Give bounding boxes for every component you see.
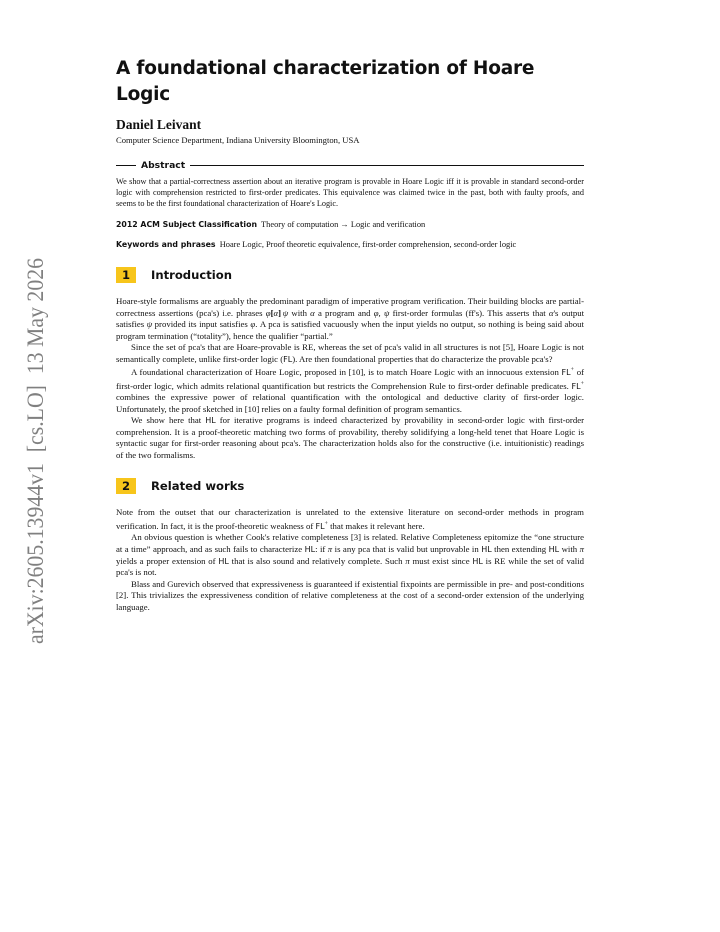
intro-paragraph-1: Hoare-style formalisms are arguably the predominant paradigm of imperative program verification. Their building blocks are partial-correctness assertions (pca's) i.e. phrases φ[α] ψ with α a program and φ, ψ first-order formulas (ff's). This asserts that α's output satisfies ψ provided its input satisfies φ. A pca is satisfied vacuously when the input yields no output, so nothing is being said about program termination (“totality”), hence the qualifier “partial.”: [116, 296, 584, 341]
arxiv-sidebar-svg: [14, 258, 52, 644]
introduction-body: [116, 296, 584, 461]
section-title-introduction: Introduction: [151, 268, 232, 283]
arxiv-identifier: arXiv:2605.13944v1 [cs.LO] 13 May 2026: [23, 258, 48, 644]
related-paragraph-2: An obvious question is whether Cook's relative completeness [3] is related. Relative Completeness epitomize the “one structure at a time” approach, and as such fails to characterize HL: if π is any pca that is valid but unprovable in HL then extending HL with π yields a proper extension of HL that is also sound and relatively complete. Such π must exist since HL is RE while the set of valid pca's is not.: [116, 532, 585, 578]
abstract-rule-left: [116, 165, 136, 166]
related-paragraph-3: Blass and Gurevich observed that expressiveness is guaranteed if existential fixpoints are permissible in pre- and post-conditions [2]. This trivializes the expressiveness condition of relative completeness at the cost of a second-order extension of the underlying language.: [116, 578, 584, 612]
arxiv-sidebar: [14, 258, 52, 644]
abstract-heading-label: Abstract: [141, 160, 186, 171]
section-title-related-works: Related works: [151, 479, 245, 494]
acm-classification-label: 2012 ACM Subject Classification: [116, 219, 257, 229]
related-paragraph-1: Note from the outset that our characterization is unrelated to the extensive literature on second-order methods in program verification. In fact, it is the proof-theoretic weakness of FL+ that makes it relevant here.: [116, 507, 584, 531]
abstract-text: We show that a partial-correctness assertion about an iterative program is provable in Hoare Logic iff it is provable in standard second-order logic with comprehension restricted to first-order predicates. This equivalence was claimed twice in the past, both with faulty proofs, and seems to be the first foundational characterization of Hoare's Logic.: [116, 177, 584, 209]
author-affiliation: Computer Science Department, Indiana University Bloomington, USA: [116, 135, 360, 145]
abstract-heading: [116, 160, 584, 171]
section-heading-introduction: [116, 267, 584, 283]
section-number-2: 2: [116, 478, 136, 494]
paper-page: [116, 56, 584, 613]
keywords-label: Keywords and phrases: [116, 239, 216, 249]
author-name: Daniel Leivant: [116, 117, 202, 132]
intro-paragraph-2: Since the set of pca's that are Hoare-provable is RE, whereas the set of pca's valid in all structures is not [5], Hoare Logic is not semantically complete, unlike first-order logic (FL). Are then foundational properties that do characterize the provable pca's?: [116, 342, 584, 364]
keywords-text: Hoare Logic, Proof theoretic equivalence, first-order comprehension, second-order logic: [219, 239, 517, 249]
section-heading-related-works: [116, 478, 584, 494]
intro-paragraph-3: A foundational characterization of Hoare Logic, proposed in [10], is to match Hoare Logic with an innocuous extension FL+ of first-order logic, which admits relational quantification but restricts the Comprehension Rule to first-order definable predicates. FL+ combines the expressive power of relational quantification with the ontological and deductive clarity of first-order logic. Unfortunately, the proof sketched in [10] relies on a faulty formal definition of program semantics.: [116, 367, 584, 414]
paper-title: A foundational characterization of Hoare Logic: [116, 58, 535, 105]
section-number-1: 1: [116, 267, 136, 283]
intro-paragraph-4: We show here that HL for iterative programs is indeed characterized by provability in second-order logic with first-order comprehension. It is a proof-theoretic matching two forms of provability, thereby solidifying a long-held tenet that Hoare Logic is syntactic sugar for first-order reasoning about pca's. The characterization holds also for the constructive (i.e. intuitionistic) readings of the two formalisms.: [116, 415, 584, 460]
abstract-rule-right: [190, 165, 584, 166]
related-works-body: [116, 507, 584, 613]
acm-classification: [116, 219, 584, 230]
keywords: [116, 239, 584, 250]
acm-classification-text: Theory of computation → Logic and verification: [261, 219, 426, 229]
